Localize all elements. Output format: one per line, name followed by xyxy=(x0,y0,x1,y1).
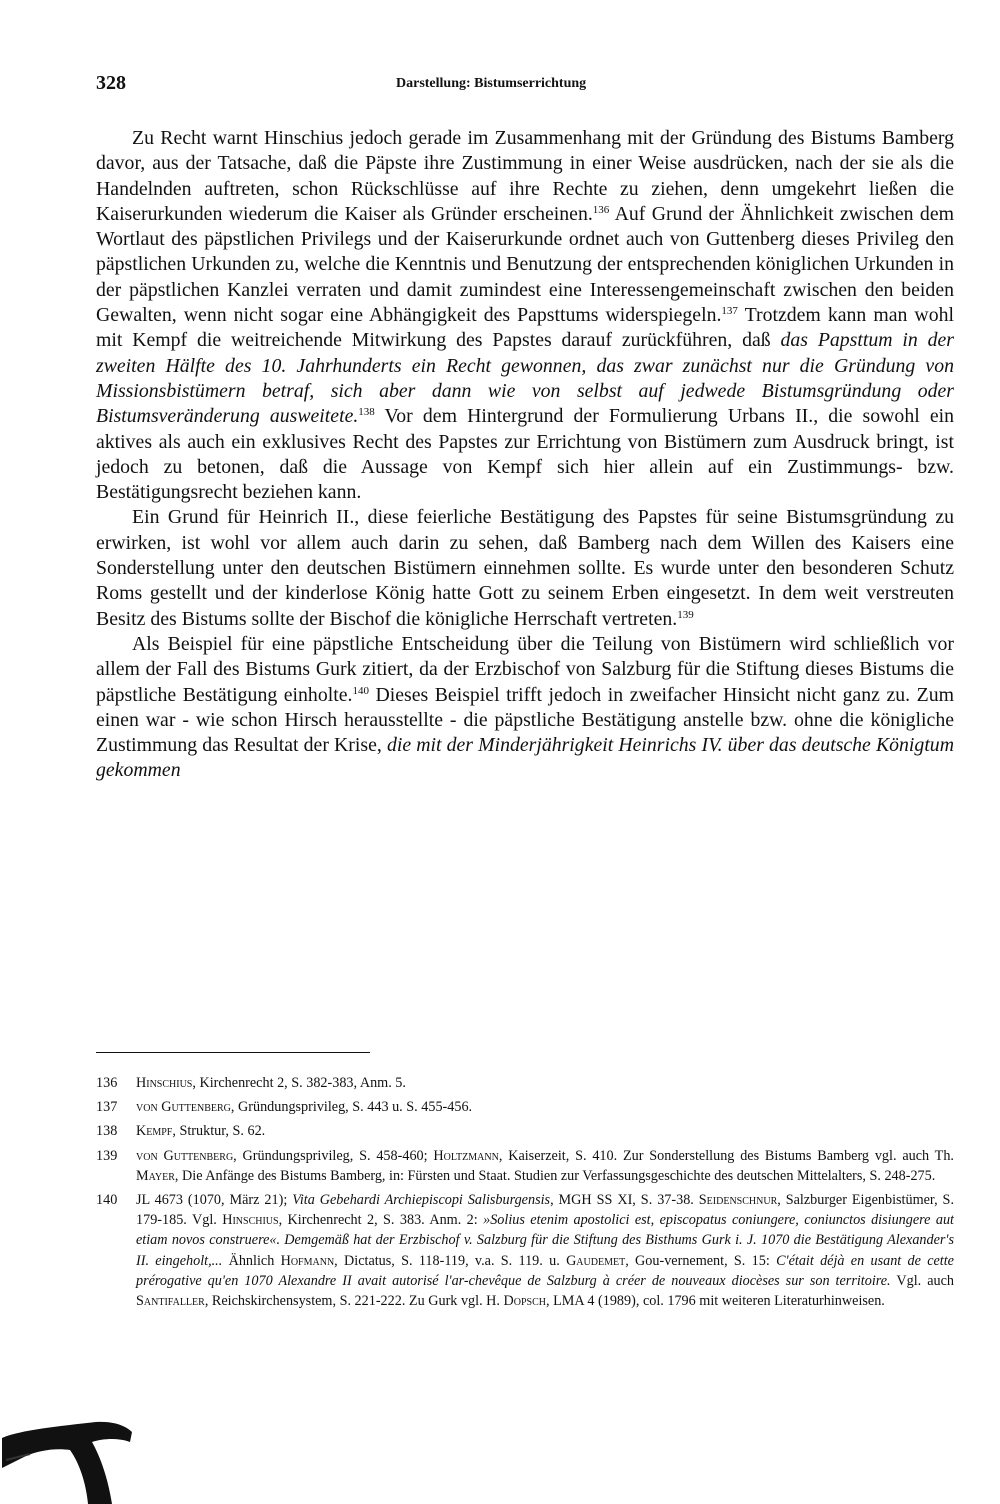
paragraph-2 xyxy=(96,505,954,631)
footnote-138 xyxy=(96,1121,954,1141)
paragraph-1 xyxy=(96,126,954,505)
footnote-ref[interactable]: 137 xyxy=(721,305,738,318)
text-span: , Struktur, S. 62. xyxy=(172,1123,266,1140)
text-span: , Salzburger Eigenbistümer, S. 179-185. Vgl. xyxy=(136,1192,954,1229)
text-span: , Gründungsprivileg, S. 458-460; xyxy=(233,1147,434,1164)
text-span: , Kirchenrecht 2, S. 383. Anm. 2: xyxy=(278,1212,484,1229)
text-span: Dieses Beispiel trifft jedoch in zweifacher Hinsicht nicht ganz zu. Zum einen war - wie schon Hirsch herausstellte - die päpstliche Bestätigung anstelle bzw. ohne die königliche Zustimmung das Resultat der Krise, xyxy=(96,683,954,757)
text-span: , Gründungsprivileg, S. 443 u. S. 455-456. xyxy=(230,1099,473,1116)
footnote-ref[interactable]: 140 xyxy=(352,684,369,697)
italic-title: Vita Gebehardi Archiepiscopi Salisburgensis xyxy=(292,1192,551,1209)
text-span: JL 4673 (1070, März 21); xyxy=(136,1192,293,1209)
author-name: Holtzmann xyxy=(433,1147,499,1164)
author-name: Dopsch xyxy=(503,1293,546,1310)
footnote-140 xyxy=(96,1190,954,1311)
footnote-number: 139 xyxy=(96,1147,118,1164)
italic-quote: C'était déjà en usant de cette prérogative qu'en 1070 Alexandre II avait autorisé l'ar-chevêque de Salzburg à créer de nouveaux diocèses sur son territoire. xyxy=(136,1252,954,1289)
page-header xyxy=(96,72,954,102)
text-span: Zu Recht warnt Hinschius jedoch gerade im Zusammenhang mit der Gründung des Bistums Bamberg davor, aus der Tatsache, daß die Päpste ihre Zustimmung in einer Weise ausdrücken, nach der sie als die Handelnden auftreten, schon Rückschlüsse auf ihre Rechte zu ziehen, denn umgekehrt ließen die Kaiserurkunden wiederum die Kaiser als Gründer erscheinen. xyxy=(96,127,954,225)
text-span: Ein Grund für Heinrich II., diese feierliche Bestätigung des Papstes für seine Bistumsgründung zu erwirken, ist wohl vor allem auch darin zu sehen, daß Bamberg nach dem Willen des Kaisers eine Sonderstellung unter den deutschen Bistümern einnehmen sollte. Es wurde unter den besonderen Schutz Roms gestellt und der kinderlose König hatte Gott zu seinem Erben eingesetzt. In dem weit verstreuten Besitz des Bistums sollte der Bischof die königliche Herrschaft vertreten. xyxy=(96,506,954,630)
italic-quote: die mit der Minderjährigkeit Heinrichs IV. über das deutsche Königtum gekommen xyxy=(96,734,954,782)
text-span: , Kirchenrecht 2, S. 382-383, Anm. 5. xyxy=(192,1075,406,1091)
footnote-number: 138 xyxy=(96,1123,118,1140)
paragraph-3 xyxy=(96,632,954,784)
footnote-number: 137 xyxy=(96,1099,118,1116)
author-name: Hofmann xyxy=(280,1252,335,1269)
scan-artifact xyxy=(0,1408,140,1504)
text-span: Vgl. auch xyxy=(890,1272,954,1289)
text-span: Ähnlich xyxy=(222,1252,281,1269)
text-span: Vor dem Hintergrund der Formulierung Urbans II., die sowohl ein aktives als auch ein exklusives Recht des Papstes zur Errichtung von Bistümern zum Ausdruck bringt, ist jedoch zu betonen, daß die Aussage von Kempf sich hier allein auf ein Zustimmungs- bzw. Bestätigungsrecht beziehen kann. xyxy=(96,405,954,504)
author-name: Mayer xyxy=(136,1167,175,1184)
author-name: Hinschius xyxy=(136,1075,193,1091)
author-name: Kempf xyxy=(136,1123,173,1140)
text-span: , Die Anfänge des Bistums Bamberg, in: Fürsten und Staat. Studien zur Verfassungsgeschichte des deutschen Mittelalters, S. 248-275. xyxy=(174,1167,936,1184)
footnotes xyxy=(96,1073,954,1315)
author-name: von Guttenberg xyxy=(136,1099,231,1116)
text-span: Trotzdem kann man wohl mit Kempf die weitreichende Mitwirkung des Papstes darauf zurückführen, daß xyxy=(96,304,954,352)
text-span: , Kaiserzeit, S. 410. Zur Sonderstellung des Bistums Bamberg vgl. auch Th. xyxy=(498,1147,954,1164)
footnote-separator xyxy=(96,1052,370,1053)
text-span: , Reichskirchensystem, S. 221-222. Zu Gurk vgl. H. xyxy=(204,1293,504,1310)
author-name: Santifaller xyxy=(136,1293,205,1310)
main-text xyxy=(96,126,954,784)
text-span: Als Beispiel für eine päpstliche Entscheidung über die Teilung von Bistümern wird schließlich vor allem der Fall des Bistums Gurk zitiert, da der Erzbischof von Salzburg für die Stiftung dieses Bistums die päpstliche Bestätigung einholte. xyxy=(96,632,954,706)
footnote-136 xyxy=(96,1073,954,1093)
footnote-ref[interactable]: 139 xyxy=(677,608,694,621)
footnote-ref[interactable]: 136 xyxy=(592,203,610,216)
text-span: , Gou-vernement, S. 15: xyxy=(625,1252,777,1269)
text-span: , Dictatus, S. 118-119, v.a. S. 119. u. xyxy=(334,1252,567,1269)
italic-quote: »Solius etenim apostolici est, episcopatus coniungere, coniunctos disiungere aut etiam novos construere«. Demgemäß hat der Erzbischof v. Salzburg für die Stiftung des Bisthums Gurk i. J. 1070 die Bestätigung Alexander's II. eingeholt,... xyxy=(136,1212,954,1269)
author-name: Gaudemet xyxy=(566,1252,626,1269)
text-span: , LMA 4 (1989), col. 1796 mit weiteren Literaturhinweisen. xyxy=(546,1293,885,1310)
text-span: , MGH SS XI, S. 37-38. xyxy=(550,1192,699,1209)
footnote-number: 140 xyxy=(96,1192,118,1209)
author-name: von Guttenberg xyxy=(136,1147,234,1164)
page-number: 328 xyxy=(96,72,126,94)
footnote-ref[interactable]: 138 xyxy=(358,406,375,419)
italic-quote: das Papsttum in der zweiten Hälfte des 10. Jahrhunderts ein Recht gewonnen, das zwar zunächst nur die Gründung von Missionsbistümern betraf, sich aber dann wie von selbst auf jedwede Bistumsgründung oder Bistumsveränderung ausweitete. xyxy=(96,329,954,428)
running-head: Darstellung: Bistumserrichtung xyxy=(396,76,587,91)
author-name: Hinschius xyxy=(222,1212,279,1229)
footnote-137 xyxy=(96,1097,954,1117)
author-name: Seidenschnur xyxy=(698,1192,778,1209)
footnote-number: 136 xyxy=(96,1075,118,1091)
footnote-139 xyxy=(96,1146,954,1186)
text-span: Auf Grund der Ähnlichkeit zwischen dem Wortlaut des päpstlichen Privilegs und der Kaiserurkunde ordnet auch von Guttenberg dieses Privileg den päpstlichen Urkunden zu, welche die Kenntnis und Benutzung der entsprechenden königlichen Urkunden in der päpstlichen Kanzlei verraten und damit zumindest eine Interessengemeinschaft zwischen den beiden Gewalten, wenn nicht sogar eine Abhängigkeit des Papsttums widerspiegeln. xyxy=(96,202,954,327)
